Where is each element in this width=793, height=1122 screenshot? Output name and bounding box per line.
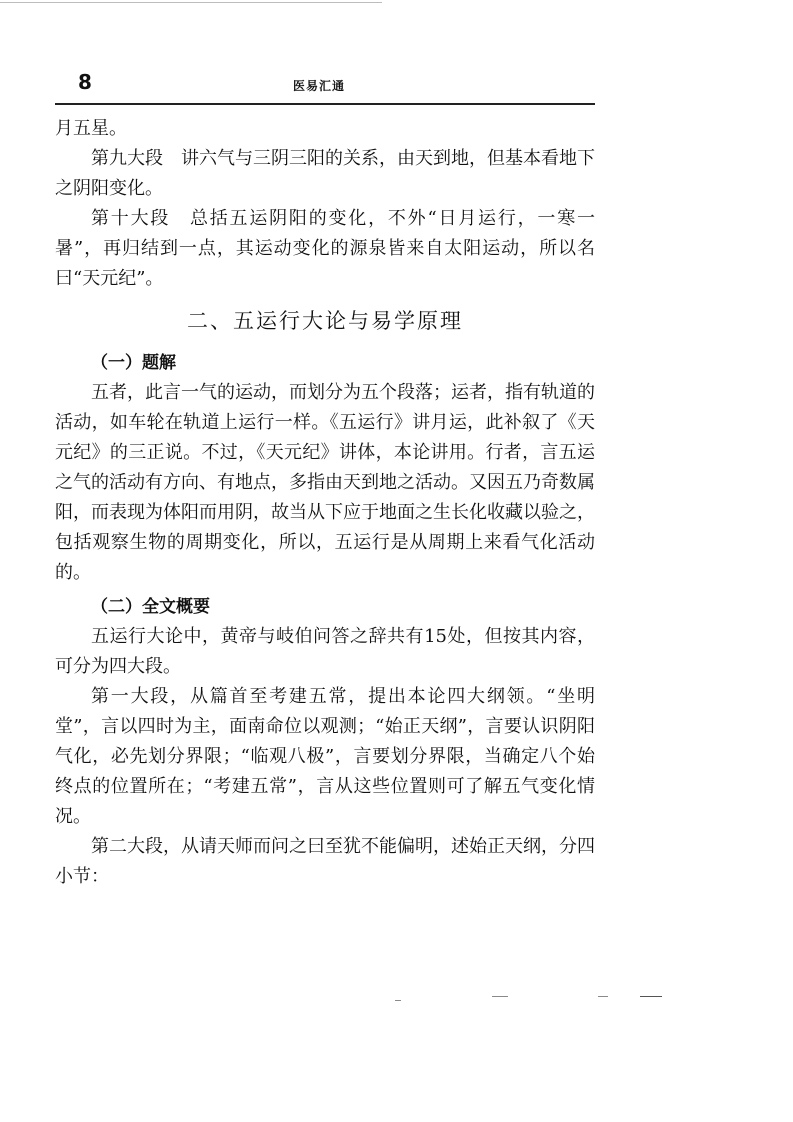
header-rule — [55, 103, 595, 105]
subheading-title-explanation: （一）题解 — [91, 353, 176, 373]
page-header — [55, 68, 595, 104]
scan-speck — [640, 996, 662, 997]
running-title: 医易汇通 — [293, 79, 346, 93]
scan-edge-line — [0, 2, 382, 3]
paragraph-tenth-section: 第十大段 总括五运阴阳的变化，不外“日月运行，一寒一暑”，再归结到一点，其运动变化的源泉皆来自太阳运动，所以名曰“天元纪”。 — [55, 208, 595, 289]
paragraph-summary-intro: 五运行大论中，黄帝与岐伯问答之辞共有15处，但按其内容，可分为四大段。 — [55, 626, 595, 677]
scan-speck — [395, 1000, 401, 1001]
paragraph-ninth-section: 第九大段 讲六气与三阴三阳的关系，由天到地，但基本看地下之阴阳变化。 — [55, 148, 595, 199]
paragraph-second-section: 第二大段，从请天师而问之曰至犹不能偏明，述始正天纲，分四小节： — [55, 836, 595, 887]
section-heading: 二、五运行大论与易学原理 — [187, 309, 463, 333]
paragraph-first-section: 第一大段，从篇首至考建五常，提出本论四大纲领。“坐明堂”，言以四时为主，面南命位以观测；“始正天纲”，言要认识阴阳气化，必先划分界限；“临观八极”，言要划分界限，当确定八个始终点的位置所在；“考建五常”，言从这些位置则可了解五气变化情况。 — [55, 686, 595, 827]
scan-speck — [598, 996, 608, 997]
scan-speck — [492, 996, 508, 997]
page-body — [55, 114, 595, 892]
paragraph-title-explanation: 五者，此言一气的运动，而划分为五个段落；运者，指有轨道的活动，如车轮在轨道上运行一样。《五运行》讲月运，此补叙了《天元纪》的三正说。不过，《天元纪》讲体，本论讲用。行者，言五运之气的活动有方向、有地点，多指由天到地之活动。又因五乃奇数属阳，而表现为体阳而用阴，故当从下应于地面之生长化收藏以验之，包括观察生物的周期变化，所以，五运行是从周期上来看气化活动的。 — [55, 382, 595, 583]
paragraph-continuation: 月五星。 — [55, 118, 127, 139]
subheading-summary: （二）全文概要 — [91, 597, 210, 617]
page-number: 8 — [78, 70, 92, 94]
